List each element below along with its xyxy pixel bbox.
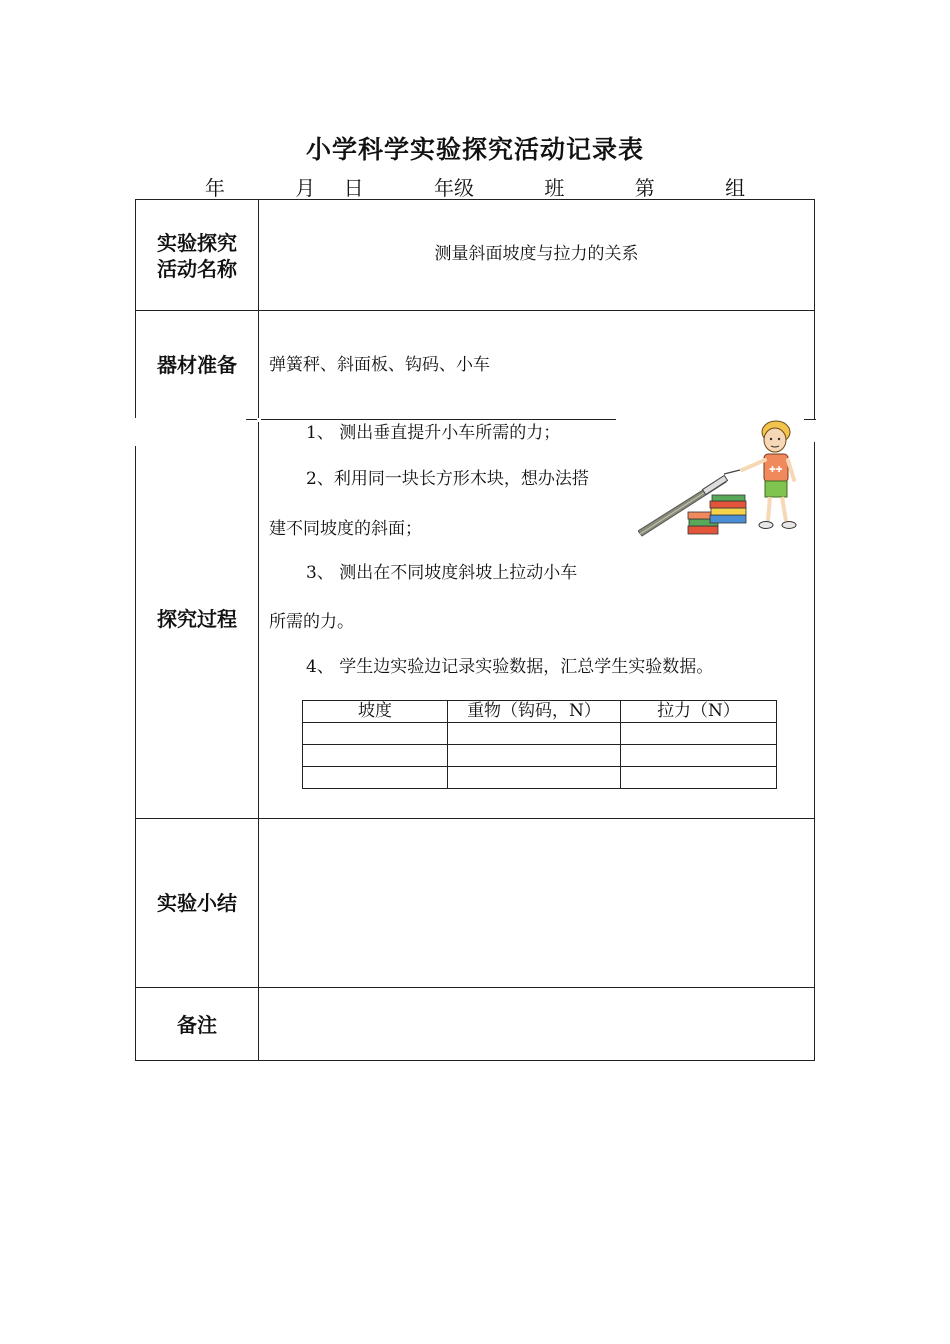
class-label: 班 [544,176,565,200]
divider-gap [257,418,261,422]
boy-pulling-cart-on-ramp-illustration [638,418,804,558]
row-divider-1 [136,310,815,311]
table-cell[interactable] [448,767,621,789]
record-table [135,199,815,1061]
header-weight: 重物（钩码，N） [448,701,621,723]
data-table-header-row [303,701,777,723]
table-cell[interactable] [448,745,621,767]
process-step-3: 3、 测出在不同坡度斜坡上拉动小车 [306,563,578,583]
process-step-3-cont: 所需的力。 [269,612,354,632]
activity-name-label-line2: 活动名称 [157,257,237,281]
table-row [303,767,777,789]
process-step-2-cont: 建不同坡度的斜面； [269,519,422,539]
table-cell[interactable] [303,723,448,745]
column-divider [258,200,259,1060]
table-cell[interactable] [621,767,777,789]
activity-name-label-line1: 实验探究 [157,231,237,255]
document-title: 小学科学实验探究活动记录表 [305,135,644,164]
summary-label: 实验小结 [157,891,237,915]
svg-text:✚✚: ✚✚ [769,465,783,474]
group-prefix-label: 第 [634,176,655,200]
activity-name-label [136,230,258,282]
process-step-1: 1、 测出垂直提升小车所需的力； [306,423,561,443]
table-cell[interactable] [621,723,777,745]
header-slope: 坡度 [303,701,448,723]
data-table [302,700,777,789]
row-divider-3 [136,818,815,819]
frame-gap-left [134,418,138,446]
activity-name-value: 测量斜面坡度与拉力的关系 [434,244,639,264]
date-day-label: 日 [343,176,364,200]
frame-gap-right [813,420,817,442]
table-cell[interactable] [303,745,448,767]
row-divider-2 [246,419,616,420]
table-cell[interactable] [621,745,777,767]
table-cell[interactable] [448,723,621,745]
group-label: 组 [725,176,746,200]
table-row [303,723,777,745]
process-label: 探究过程 [157,607,237,631]
table-row [303,745,777,767]
table-cell[interactable] [303,767,448,789]
row-divider-4 [136,987,815,988]
process-step-2: 2、利用同一块长方形木块，想办法搭 [306,469,589,489]
date-year-label: 年 [204,176,225,200]
materials-label: 器材准备 [157,353,237,377]
notes-label: 备注 [177,1013,217,1037]
process-step-4: 4、 学生边实验边记录实验数据，汇总学生实验数据。 [306,657,714,677]
grade-label: 年级 [434,176,474,200]
materials-value: 弹簧秤、斜面板、钩码、小车 [269,355,490,375]
header-pull-force: 拉力（N） [621,701,777,723]
date-month-label: 月 [295,176,316,200]
date-class-group-line [0,172,950,201]
